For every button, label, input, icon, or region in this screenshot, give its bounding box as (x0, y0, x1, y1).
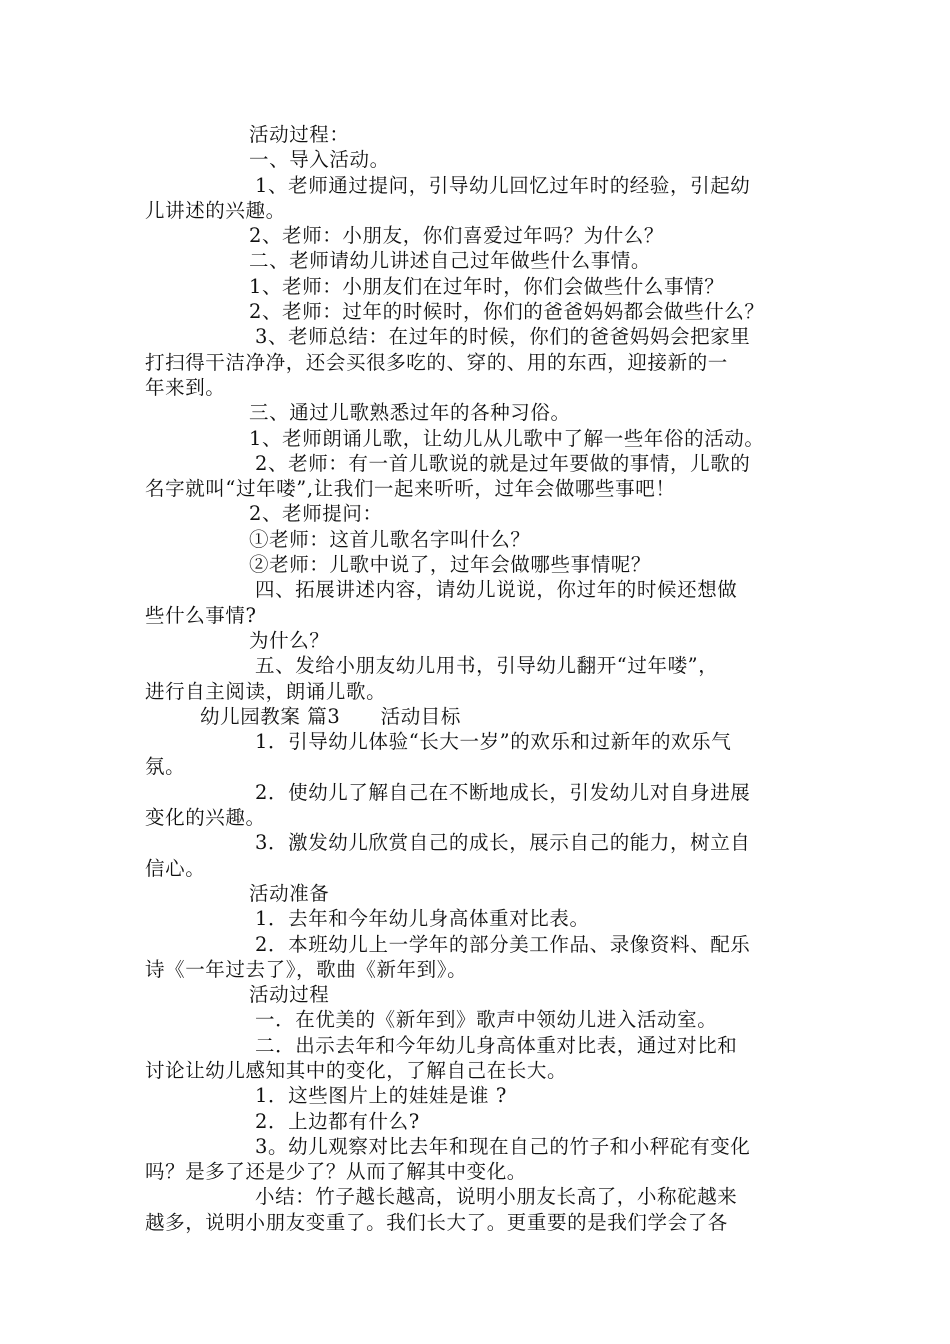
text-line: 讨论让幼儿感知其中的变化，了解自己在长大。 (145, 1058, 568, 1082)
text-line: 2、老师：过年的时候时，你们的爸爸妈妈都会做些什么？ (249, 300, 765, 324)
text-line: 2、老师：小朋友，你们喜爱过年吗？为什么？ (249, 224, 665, 248)
text-line: 1、老师通过提问，引导幼儿回忆过年时的经验，引起幼 (255, 173, 751, 197)
text-line: 为什么？ (249, 628, 330, 652)
text-line: 活动过程： (249, 123, 350, 146)
text-line: 1．引导幼儿体验“长大一岁”的欢乐和过新年的欢乐气 (255, 730, 732, 754)
text-line: 2、老师提问： (249, 502, 383, 526)
text-line: 吗？是多了还是少了？从而了解其中变化。 (145, 1160, 527, 1184)
text-line: 儿讲述的兴趣。 (145, 198, 286, 222)
text-line: 诗《一年过去了》，歌曲《新年到》。 (145, 957, 468, 981)
section-heading: 幼儿园教案 篇3 活动目标 (200, 704, 462, 728)
text-line: 活动过程 (249, 983, 330, 1007)
text-line: 3、老师总结：在过年的时候，你们的爸爸妈妈会把家里 (255, 325, 751, 349)
text-line: 3．激发幼儿欣赏自己的成长，展示自己的能力，树立自 (255, 831, 751, 855)
text-line: 2、老师：有一首儿歌说的就是过年要做的事情，儿歌的 (255, 451, 751, 475)
text-line: 名字就叫“过年喽”,让我们一起来听听，过年会做哪些事吧！ (145, 477, 676, 501)
text-line: 氛。 (145, 755, 186, 779)
text-line: 小结：竹子越长越高，说明小朋友长高了，小称砣越来 (255, 1185, 738, 1209)
text-line: 一、导入活动。 (249, 148, 390, 172)
text-line: 五、发给小朋友幼儿用书，引导幼儿翻开“过年喽”， (255, 654, 719, 678)
text-line: 2．上边都有什么? (255, 1109, 420, 1133)
text-line: 打扫得干洁净净，还会买很多吃的、穿的、用的东西，迎接新的一 (145, 350, 728, 374)
text-line: 2．使幼儿了解自己在不断地成长，引发幼儿对自身进展 (255, 780, 751, 804)
text-line: 些什么事情? (145, 603, 257, 627)
text-line: 1．去年和今年幼儿身高体重对比表。 (255, 907, 590, 931)
text-line: 进行自主阅读，朗诵儿歌。 (145, 679, 387, 703)
text-line: 越多，说明小朋友变重了。我们长大了。更重要的是我们学会了各 (145, 1210, 728, 1234)
text-line: 变化的兴趣。 (145, 806, 266, 830)
text-line: 二．出示去年和今年幼儿身高体重对比表，通过对比和 (255, 1033, 738, 1057)
text-line: 1、老师朗诵儿歌，让幼儿从儿歌中了解一些年俗的活动。 (249, 426, 765, 450)
text-line: 1．这些图片上的娃娃是谁 ? (255, 1084, 507, 1108)
text-line: 2．本班幼儿上一学年的部分美工作品、录像资料、配乐 (255, 932, 751, 956)
text-line: ②老师：儿歌中说了，过年会做哪些事情呢？ (249, 553, 652, 577)
text-line: 一．在优美的《新年到》歌声中领幼儿进入活动室。 (255, 1008, 718, 1032)
text-line: 1、老师：小朋友们在过年时，你们会做些什么事情？ (249, 274, 725, 298)
document-body (145, 122, 810, 1235)
text-line: 3。幼儿观察对比去年和现在自己的竹子和小秤砣有变化 (255, 1134, 751, 1158)
text-line: 二、老师请幼儿讲述自己过年做些什么事情。 (249, 249, 652, 273)
text-line: ①老师：这首儿歌名字叫什么？ (249, 527, 531, 551)
text-line: 活动准备 (249, 881, 330, 905)
text-line: 信心。 (145, 856, 206, 880)
text-line: 四、拓展讲述内容，请幼儿说说，你过年的时候还想做 (255, 578, 738, 602)
text-line: 三、通过儿歌熟悉过年的各种习俗。 (249, 401, 571, 425)
text-line: 年来到。 (145, 375, 226, 399)
